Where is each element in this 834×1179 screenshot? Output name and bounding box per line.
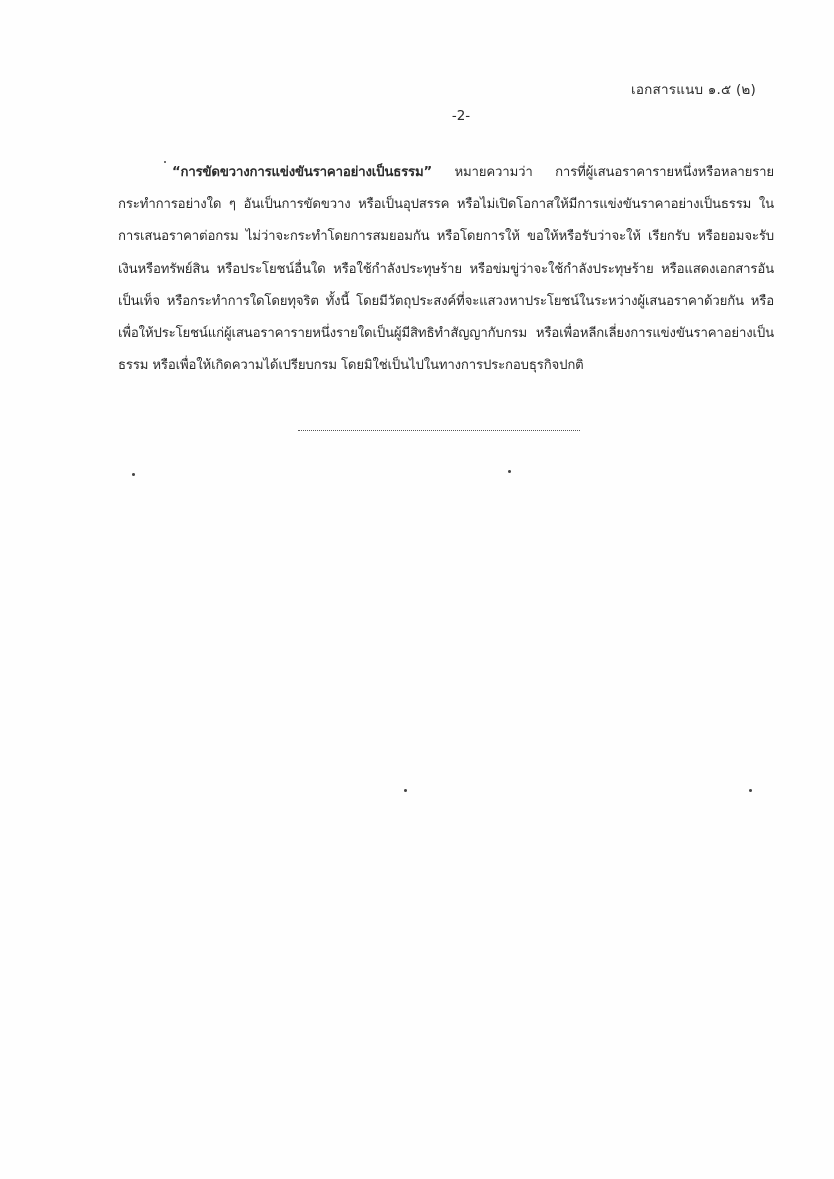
definition-body: หมายความว่า การที่ผู้เสนอราคารายหนึ่งหรือหลายรายกระทำการอย่างใด ๆ อันเป็นการขัดขวาง หรือเป็นอุปสรรค หรือไม่เปิดโอกาสให้มีการแข่งขันราคาอย่างเป็นธรรม ในการเสนอราคาต่อกรม ไม่ว่าจะกระทำโดยการสมยอมกัน หรือโดยการให้ ขอให้หรือรับว่าจะให้ เรียกรับ หรือยอมจะรับเงินหรือทรัพย์สิน หรือประโยชน์อื่นใด หรือใช้กำลังประทุษร้าย หรือข่มขู่ว่าจะใช้กำลังประทุษร้าย หรือแสดงเอกสารอันเป็นเท็จ หรือกระทำการใดโดยทุจริต ทั้งนี้ โดยมีวัตถุประสงค์ที่จะแสวงหาประโยชน์ในระหว่างผู้เสนอราคาด้วยกัน หรือเพื่อให้ประโยชน์แก่ผู้เสนอราคารายหนึ่งรายใดเป็นผู้มีสิทธิทำสัญญากับกรม หรือเพื่อหลีกเลี่ยงการแข่งขันราคาอย่างเป็นธรรม หรือเพื่อให้เกิดความได้เปรียบกรม โดยมิใช่เป็นไปในทางการประกอบธุรกิจปกติ [118,165,774,374]
section-divider [298,430,580,431]
definition-paragraph [118,157,774,382]
defined-term: “การขัดขวางการแข่งขันราคาอย่างเป็นธรรม” [172,165,433,180]
scan-speck [749,789,752,792]
attachment-reference: เอกสารแนบ ๑.๕ (๒) [631,82,756,98]
scan-speck [508,470,511,473]
scan-speck [132,473,135,476]
page-number: -2- [451,108,471,124]
scan-speck [404,789,407,792]
scan-speck [164,161,166,163]
